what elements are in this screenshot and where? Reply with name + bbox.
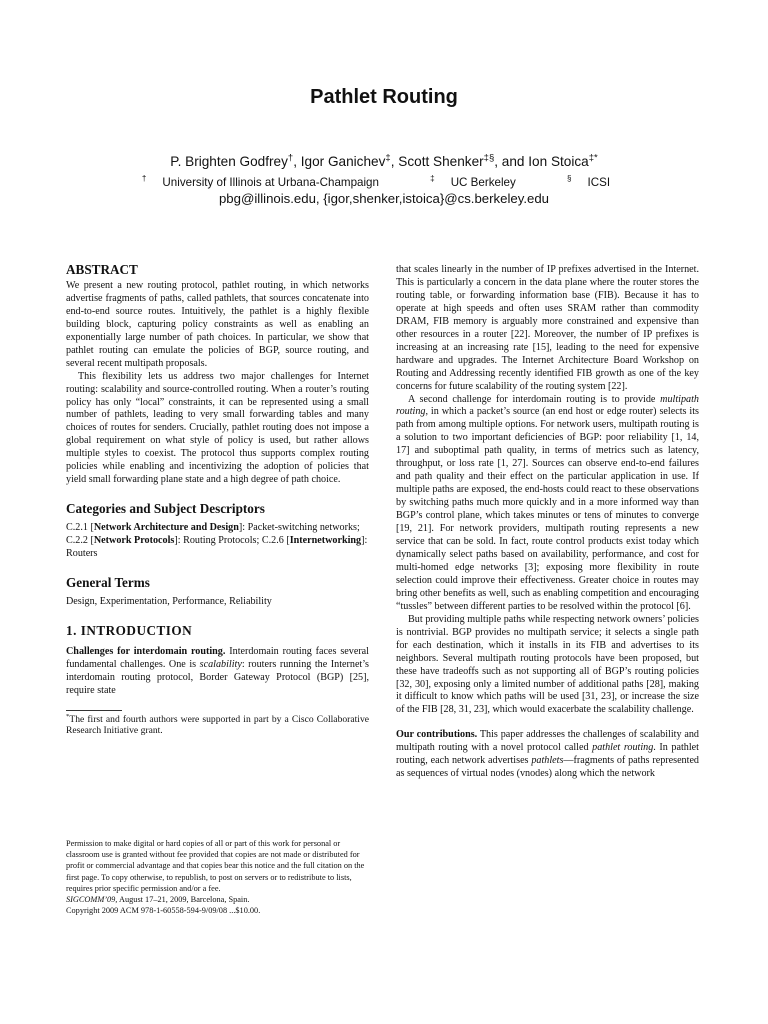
paragraph-gap <box>396 717 699 729</box>
author-name: P. Brighten Godfrey <box>170 154 288 169</box>
permission-notice <box>66 838 369 916</box>
affiliation-name: ICSI <box>587 176 611 189</box>
category-detail: ]: Routing Protocols; <box>174 535 262 547</box>
author-mark: ‡§ <box>483 152 495 164</box>
left-column <box>66 264 369 737</box>
abstract-paragraph: This flexibility lets us address two major challenges for Internet routing: scalability and source-controlled routing. When a router’s routing policy has only “local” constraints, it can be represented using a small number of pathlets, leading to very small forwarding tables and many choices of routes for senders. Crucially, pathlet routing does not impose a global requirement on what style of policy is used, but rather allows multiple styles to coexist. The protocol thus supports complex routing policies while enabling and incentivizing the adoption of policies that yield small forwarding plane state and a high degree of path choice. <box>66 370 369 486</box>
author-name: Igor Ganichev <box>300 154 386 169</box>
footnote-mark: * <box>66 712 70 720</box>
category-code: C.2.2 [ <box>66 535 94 547</box>
author-name: Scott Shenker <box>398 154 484 169</box>
copyright-line: Copyright 2009 ACM 978-1-60558-594-9/09/08 ...$10.00. <box>66 906 261 916</box>
body-text: A second challenge for interdomain routing is to provide <box>408 393 661 405</box>
author-separator: , <box>293 154 301 169</box>
author-list <box>0 154 768 169</box>
affiliation-list <box>0 176 768 189</box>
intro-text: : routers running the Internet’s interdomain routing protocol, Border Gateway Protocol (BGP) [25], require state <box>66 658 369 696</box>
body-text: . In pathlet routing, each network advertises <box>396 742 699 767</box>
affiliation-name: UC Berkeley <box>450 176 516 189</box>
author-separator: , <box>390 154 399 169</box>
category-detail: ]: Packet-switching networks; <box>238 522 360 534</box>
categories-text <box>66 522 369 561</box>
categories-heading: Categories and Subject Descriptors <box>66 501 265 517</box>
intro-lead: Challenges for interdomain routing. <box>66 645 226 657</box>
body-emphasis: pathlets <box>531 755 564 767</box>
body-emphasis: pathlet routing <box>592 742 654 754</box>
right-column <box>396 264 699 781</box>
category-name: Network Protocols <box>93 535 175 547</box>
venue-name: SIGCOMM’09, <box>66 895 118 905</box>
category-code: C.2.6 [ <box>261 535 290 547</box>
footnote-text: The first and fourth authors were supported in part by a Cisco Collaborative Research Initiative grant. <box>66 713 369 737</box>
category-detail: ]: Routers <box>66 535 368 560</box>
abstract-paragraph: We present a new routing protocol, pathlet routing, in which networks advertise fragments of paths, called pathlets, that sources concatenate into end-to-end source routes. Intuitively, the pathlet is a highly flexible building block, capturing policy constraints as well as enabling an exponentially large number of path choices. In particular, we show that pathlet routing can emulate the policies of BGP, source routing, and several recent multipath proposals. <box>66 279 369 369</box>
permission-text: Permission to make digital or hard copies of all or part of this work for personal or classroom use is granted without fee provided that copies are not made or distributed for profit or commercial advantage and that copies bear this notice and the full citation on the first page. To copy otherwise, to republish, to post on servers or to redistribute to lists, requires prior specific permission and/or a fee. <box>66 839 365 893</box>
body-paragraph: that scales linearly in the number of IP prefixes advertised in the Internet. This is particularly a concern in the data plane where the router stores the routing table, or forwarding information base (FIB). Because it has to operate at high speeds and often uses SRAM rather than commodity DRAM, FIB memory is arguably more constrained and expensive than other resources in a router [22]. Moreover, the number of IP prefixes is increasing at an increasing rate [15], leading to the need for expensive hardware and upgrades. The Internet Architecture Board Workshop on Routing and Addressing recently identified FIB growth as one of the key concerns for future scalability of the routing system [22]. <box>396 264 699 392</box>
author-mark: ‡* <box>588 152 598 164</box>
author-mark: † <box>287 152 294 164</box>
affiliation <box>142 176 395 189</box>
author-emails: pbg@illinois.edu, {igor,shenker,istoica}@cs.berkeley.edu <box>218 191 550 206</box>
intro-paragraph <box>66 646 369 698</box>
affiliation-name: University of Illinois at Urbana-Champaign <box>162 176 379 189</box>
author-mark: ‡ <box>385 152 391 164</box>
venue-details: August 17–21, 2009, Barcelona, Spain. <box>117 895 250 905</box>
introduction-heading: 1. INTRODUCTION <box>66 622 193 638</box>
affiliation-mark: § <box>567 174 572 184</box>
body-text: This paper addresses the challenges of scalability and multipath routing with a novel protocol called <box>396 729 699 754</box>
footnote <box>66 714 369 738</box>
body-text: , in which a packet’s source (an end host or edge router) selects its path from among multiple options. For network users, multipath routing is a solution to two important deficiencies of BGP: poor reliability [1, 14, 17] and suboptimal path quality, in terms of metrics such as latency, throughput, or loss rate [1, 27]. Sources can observe end-to-end failures and path quality and their effect on the particular application in use. If multiple paths are exposed, the end-hosts could react to these observations by switching paths much more quickly and in a more informed way than BGP’s control plane, which takes minutes or tens of minutes to converge [19, 21]. For network providers, multipath routing represents a new service that can be sold. In fact, route control products exist today which dynamically select paths based on availability, performance, and cost for multi-homed edge networks [3]; exposing more flexibility in route selection could improve their effectiveness. Greater choice in routes may bring other benefits as well, such as enabling competition and encouraging “tussles” between different parties to be resolved within the protocol [6]. <box>396 406 699 612</box>
affiliation <box>567 176 626 189</box>
affiliation <box>430 176 532 189</box>
general-terms-heading: General Terms <box>66 575 150 591</box>
contributions-lead: Our contributions. <box>396 729 478 741</box>
abstract-heading: ABSTRACT <box>66 262 138 277</box>
body-emphasis: multipath routing <box>396 393 699 418</box>
venue-line <box>66 894 369 905</box>
body-text: —fragments of paths represented as sequences of virtual nodes (vnodes) along which the network <box>396 755 699 780</box>
footnote-divider <box>66 710 122 711</box>
category-name: Network Architecture and Design <box>93 522 239 534</box>
body-paragraph: But providing multiple paths while respecting network owners’ policies is nontrivial. BGP provides no multipath service; it selects a single path for each destination, which it installs in its FIB and advertises to its neighbors. Several multipath routing protocols have been proposed, but these have tradeoffs such as not supporting all of BGP’s routing policies [32, 30], exposing only a limited number of additional paths [28], making it difficult to know which paths will be used [31, 23], or increase the size of the FIB [28, 31, 23], which would exacerbate the scalability challenge. <box>396 613 699 716</box>
category-code: C.2.1 [ <box>66 522 94 534</box>
author-separator: , and <box>494 154 529 169</box>
contributions-paragraph <box>396 729 699 781</box>
author-name: Ion Stoica <box>528 154 589 169</box>
affiliation-mark: † <box>141 174 147 184</box>
general-terms-text: Design, Experimentation, Performance, Reliability <box>66 595 272 607</box>
affiliation-mark: ‡ <box>430 174 435 184</box>
intro-emphasis: scalability <box>199 658 242 670</box>
paper-title: Pathlet Routing <box>310 86 458 108</box>
body-paragraph <box>396 394 699 614</box>
category-name: Internetworking <box>289 535 362 547</box>
intro-text: Interdomain routing faces several fundamental challenges. One is <box>66 645 369 670</box>
